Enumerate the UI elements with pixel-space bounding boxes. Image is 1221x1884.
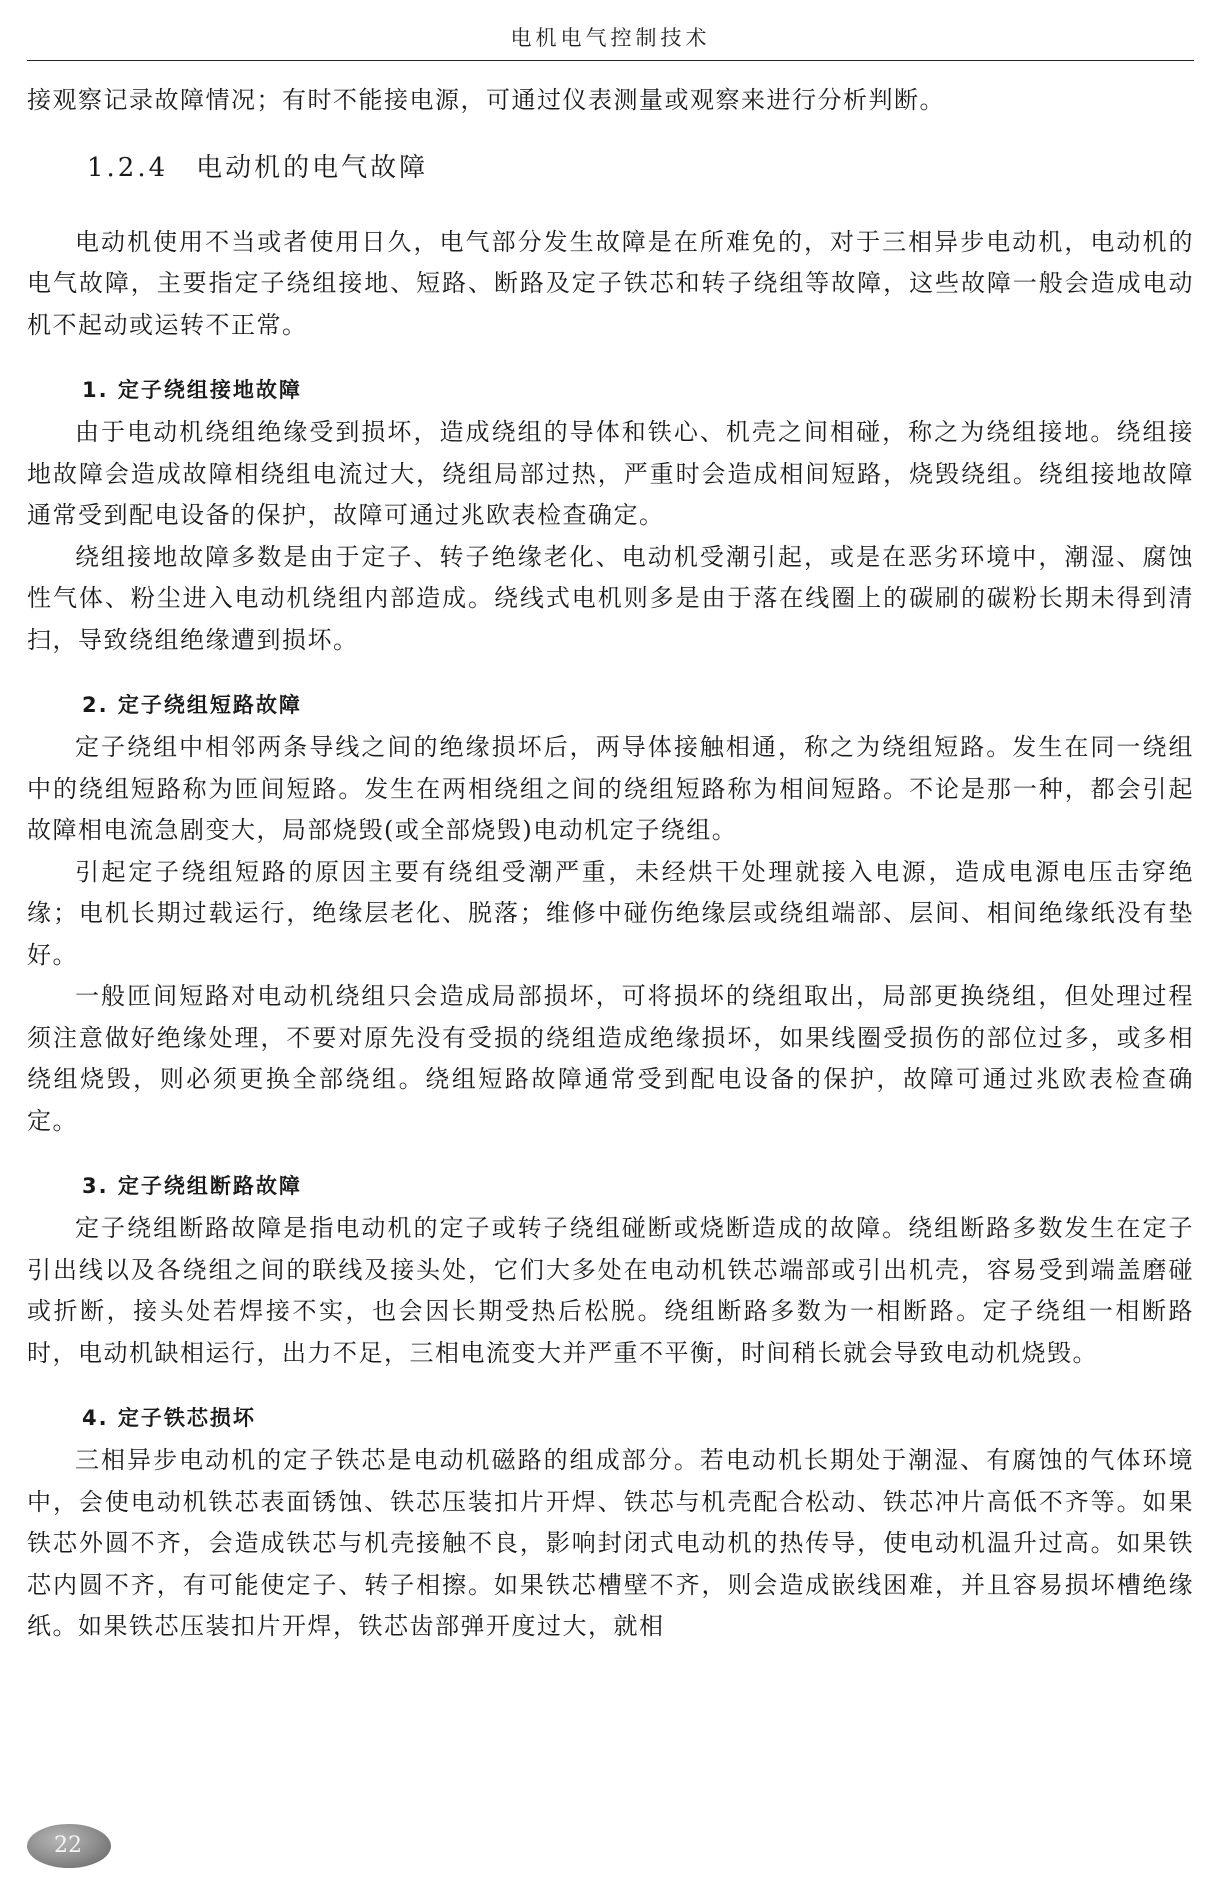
running-title: 电机电气控制技术 (510, 26, 711, 50)
subsection-3-paragraph-1: 定子绕组断路故障是指电动机的定子或转子绕组碰断或烧断造成的故障。绕组断路多数发生在定子引出线以及各绕组之间的联线及接头处，它们大多处在电动机铁芯端部或引出机壳，容易受到端盖磨碰或折断，接头处若焊接不实，也会因长期受热后松脱。绕组断路多数为一相断路。定子绕组一相断路时，电动机缺相运行，出力不足，三相电流变大并严重不平衡，时间稍长就会导致电动机烧毁。 (27, 1214, 1194, 1367)
continued-paragraph: 接观察记录故障情况；有时不能接电源，可通过仪表测量或观察来进行分析判断。 (27, 86, 945, 114)
page-number: 22 (54, 1833, 82, 1858)
header-rule (27, 60, 1194, 61)
subsection-4-paragraph-1: 三相异步电动机的定子铁芯是电动机磁路的组成部分。若电动机长期处于潮湿、有腐蚀的气体环境中，会使电动机铁芯表面锈蚀、铁芯压装扣片开焊、铁芯与机壳配合松动、铁芯冲片高低不齐等。如果铁芯外圆不齐，会造成铁芯与机壳接触不良，影响封闭式电动机的热传导，使电动机温升过高。如果铁芯内圆不齐，有可能使定子、转子相擦。如果铁芯槽壁不齐，则会造成嵌线困难，并且容易损坏槽绝缘纸。如果铁芯压装扣片开焊，铁芯齿部弹开度过大，就相 (27, 1446, 1194, 1640)
subsection-2-paragraph-3: 一般匝间短路对电动机绕组只会造成局部损坏，可将损坏的绕组取出，局部更换绕组，但处理过程须注意做好绝缘处理，不要对原先没有受损的绕组造成绝缘损坏，如果线圈受损伤的部位过多，或多相绕组烧毁，则必须更换全部绕组。绕组短路故障通常受到配电设备的保护，故障可通过兆欧表检查确定。 (27, 982, 1194, 1135)
section-title: 电动机的电气故障 (196, 152, 429, 183)
section-heading (87, 148, 1194, 188)
subsection-heading-2: 2. 定子绕组短路故障 (82, 693, 302, 717)
subsection-heading-1: 1. 定子绕组接地故障 (82, 378, 302, 402)
subsection-1-paragraph-1: 由于电动机绕组绝缘受到损坏，造成绕组的导体和铁心、机壳之间相碰，称之为绕组接地。绕组接地故障会造成故障相绕组电流过大，绕组局部过热，严重时会造成相间短路，烧毁绕组。绕组接地故障通常受到配电设备的保护，故障可通过兆欧表检查确定。 (27, 418, 1194, 529)
subsection-2-paragraph-1: 定子绕组中相邻两条导线之间的绝缘损坏后，两导体接触相通，称之为绕组短路。发生在同一绕组中的绕组短路称为匝间短路。发生在两相绕组之间的绕组短路称为相间短路。不论是那一种，都会引起故障相电流急剧变大，局部烧毁(或全部烧毁)电动机定子绕组。 (27, 733, 1194, 844)
page-body (27, 80, 1194, 1648)
subsection-heading-4: 4. 定子铁芯损坏 (82, 1406, 256, 1430)
section-number: 1.2.4 (87, 152, 169, 183)
subsection-heading-3: 3. 定子绕组断路故障 (82, 1174, 302, 1198)
section-intro-paragraph: 电动机使用不当或者使用日久，电气部分发生故障是在所难免的，对于三相异步电动机，电动机的电气故障，主要指定子绕组接地、短路、断路及定子铁芯和转子绕组等故障，这些故障一般会造成电动机不起动或运转不正常。 (27, 227, 1194, 339)
subsection-2-paragraph-2: 引起定子绕组短路的原因主要有绕组受潮严重，未经烘干处理就接入电源，造成电源电压击穿绝缘；电机长期过载运行，绝缘层老化、脱落；维修中碰伤绝缘层或绕组端部、层间、相间绝缘纸没有垫好。 (27, 857, 1194, 969)
subsection-1-paragraph-2: 绕组接地故障多数是由于定子、转子绝缘老化、电动机受潮引起，或是在恶劣环境中，潮湿、腐蚀性气体、粉尘进入电动机绕组内部造成。绕线式电机则多是由于落在线圈上的碳刷的碳粉长期未得到清扫，导致绕组绝缘遭到损坏。 (27, 542, 1194, 654)
